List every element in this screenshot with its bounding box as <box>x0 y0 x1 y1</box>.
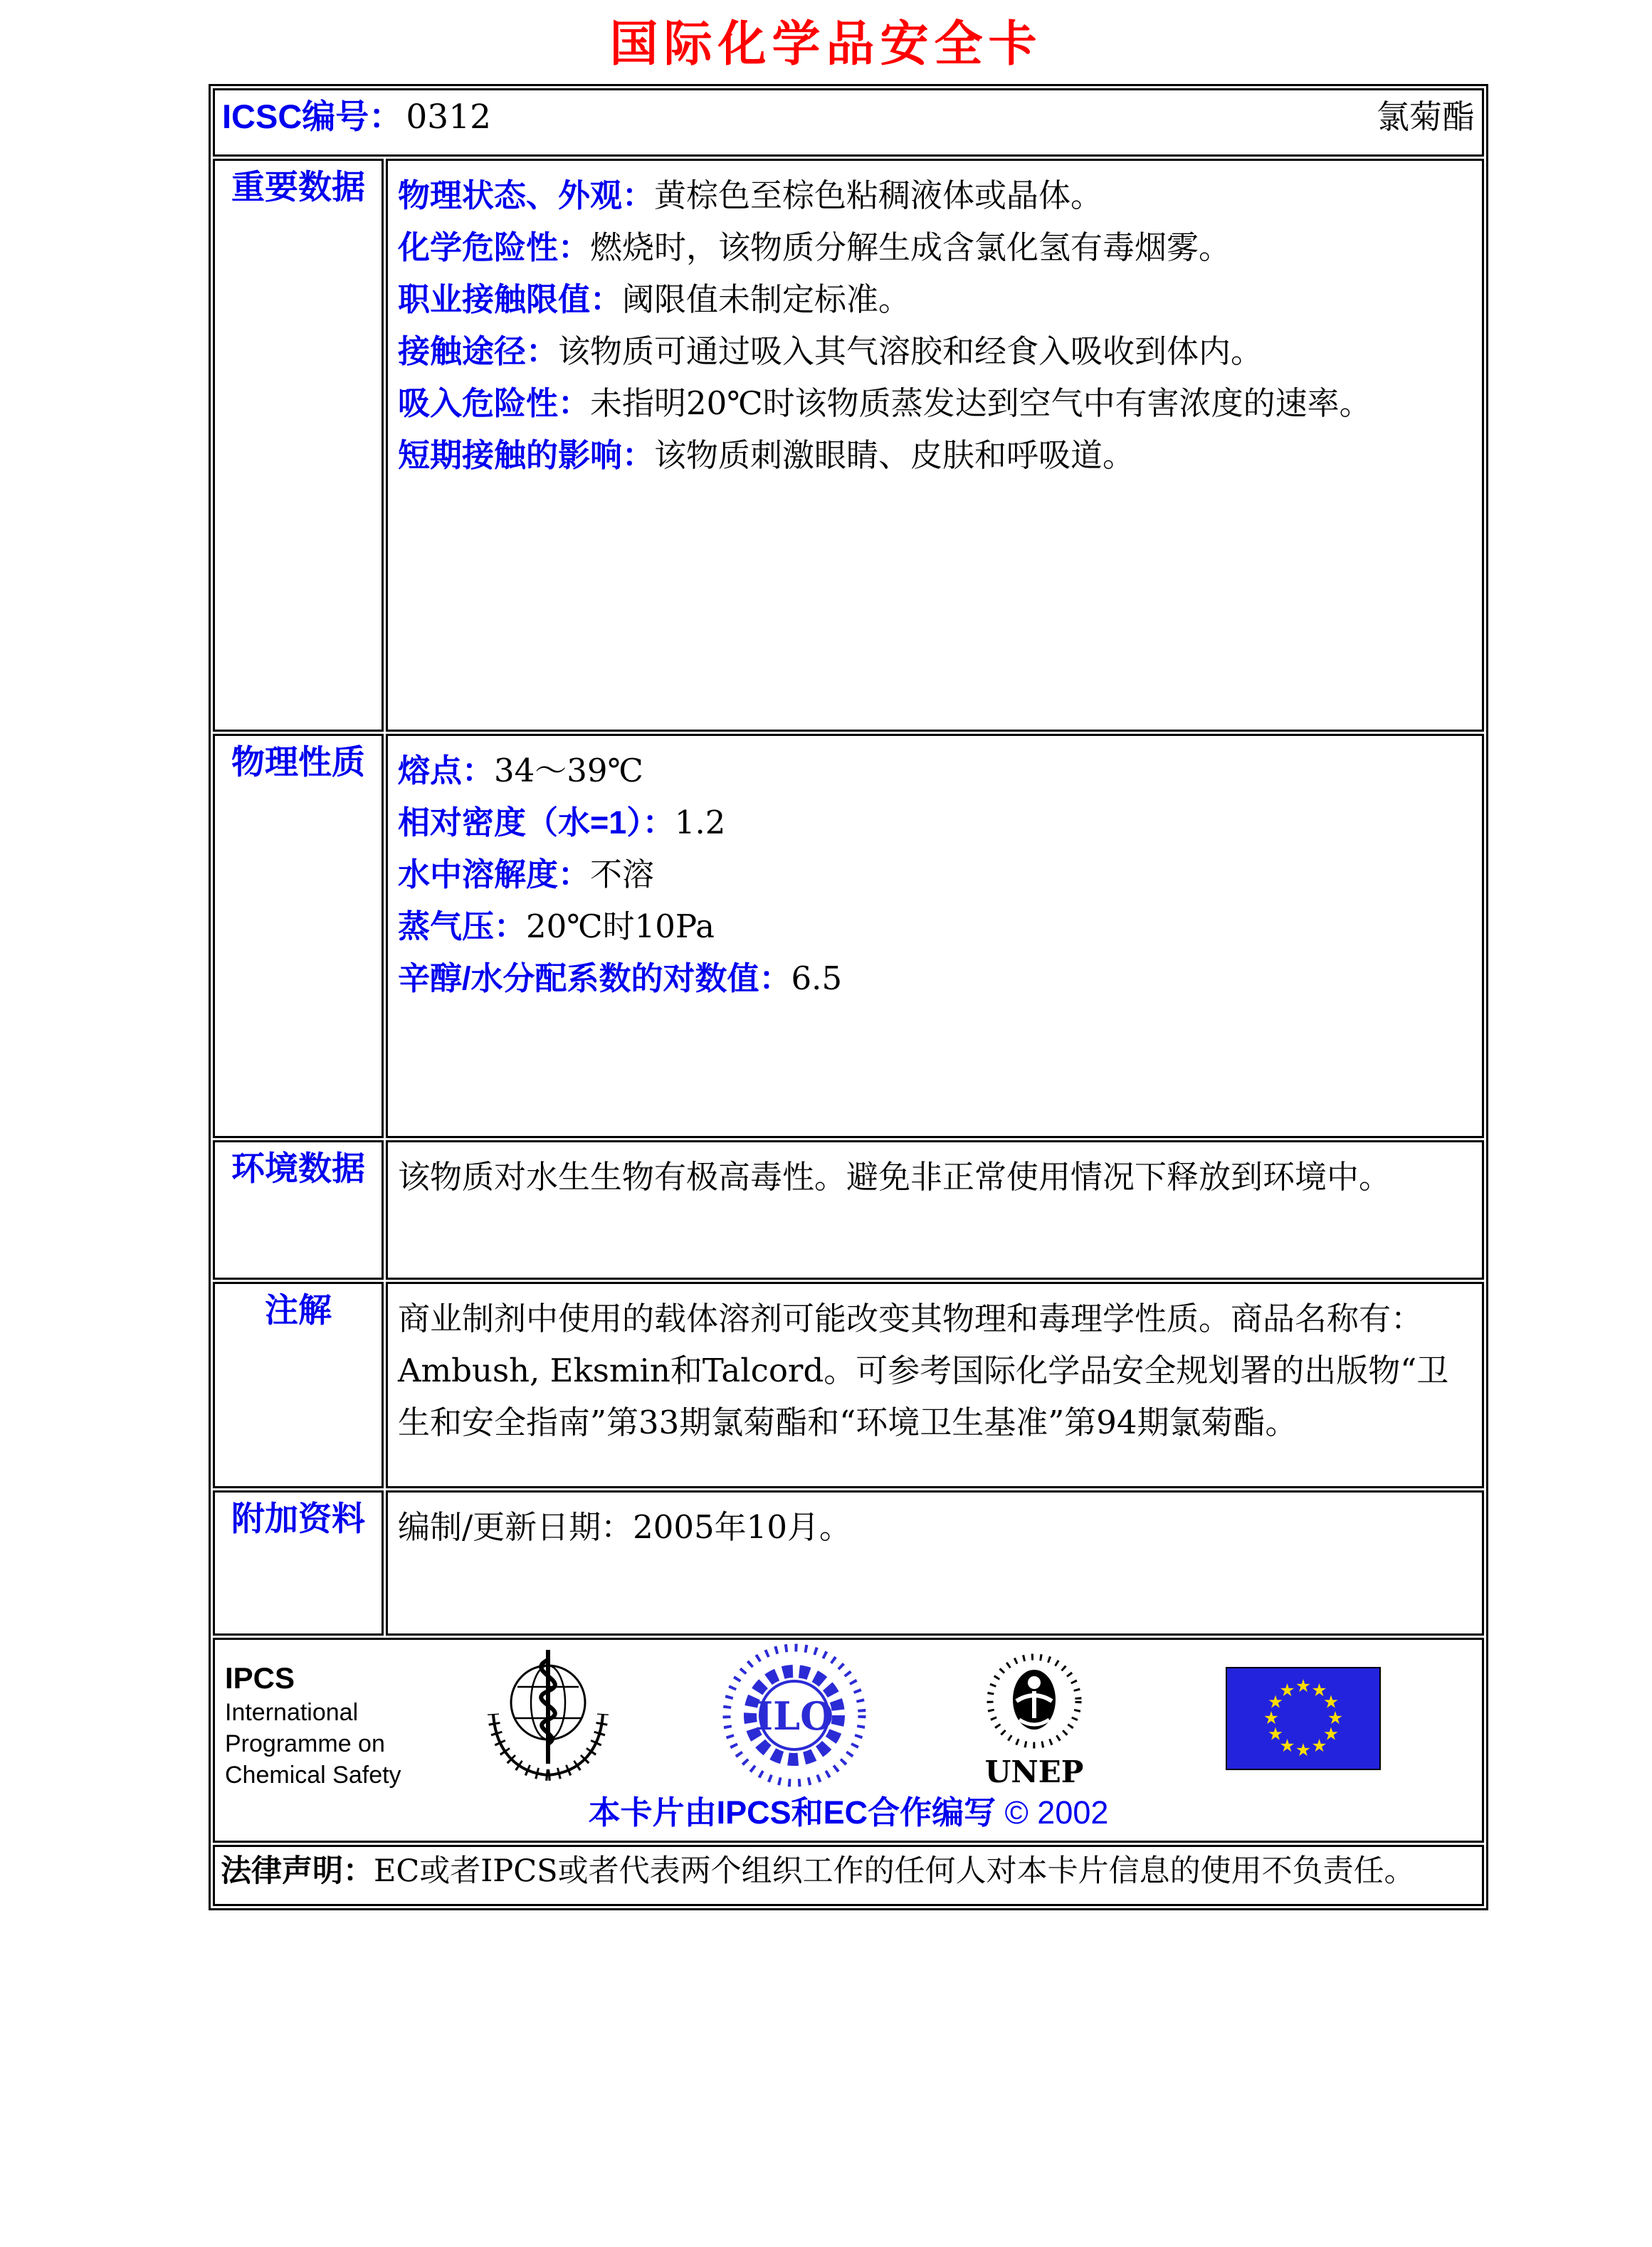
ipcs-title: IPCS <box>225 1661 295 1695</box>
icsc-number-value: 0312 <box>406 98 492 137</box>
section-content-important-data <box>386 159 1484 732</box>
section-label-physical-properties: 物理性质 <box>213 734 384 1138</box>
eu-flag-icon <box>1226 1667 1381 1770</box>
legal-notice-label: 法律声明： <box>221 1854 374 1888</box>
ilo-logo-icon <box>722 1643 868 1789</box>
svg-text:ILO: ILO <box>754 1693 834 1739</box>
copyright-line <box>215 1786 1482 1833</box>
field-inhalation-risk: 吸入危险性：未指明20℃时该物质蒸发达到空气中有害浓度的速率。 <box>398 384 1372 422</box>
section-label-important-data: 重要数据 <box>213 159 384 732</box>
footer-row <box>213 1638 1484 1843</box>
card-header-row <box>213 88 1484 157</box>
ipcs-text-block <box>225 1660 401 1791</box>
field-water-solubility: 水中溶解度：不溶 <box>398 856 655 893</box>
legal-notice-text: EC或者IPCS或者代表两个组织工作的任何人对本卡片信息的使用不负责任。 <box>374 1853 1415 1889</box>
section-content-physical-properties <box>386 734 1484 1138</box>
icsc-number-label: ICSC编号： <box>222 98 403 135</box>
section-content-additional-info <box>386 1490 1484 1636</box>
field-short-term-effects: 短期接触的影响：该物质刺激眼睛、皮肤和呼吸道。 <box>398 436 1135 474</box>
field-relative-density: 相对密度（水=1）：1.2 <box>398 804 726 841</box>
field-physical-state: 物理状态、外观：黄棕色至棕色粘稠液体或晶体。 <box>398 177 1103 214</box>
page-title: 国际化学品安全卡 <box>609 16 1043 73</box>
copyright-text: 本卡片由IPCS和EC合作编写 <box>588 1794 996 1831</box>
legal-notice-row <box>213 1845 1484 1906</box>
notes-text: 商业制剂中使用的载体溶剂可能改变其物理和毒理学性质。商品名称有：Ambush, Eksmin和Talcord。可参考国际化学品安全规划署的出版物“卫生和安全指南”第33期氯菊酯和“环境卫生基准”第94期氯菊酯。 <box>398 1300 1449 1441</box>
safety-card-table <box>209 84 1488 1910</box>
unep-logo-icon <box>974 1650 1095 1789</box>
field-exposure-routes: 接触途径：该物质可通过吸入其气溶胶和经食入吸收到体内。 <box>398 332 1263 370</box>
section-content-notes <box>386 1282 1484 1488</box>
svg-text:UNEP: UNEP <box>984 1754 1084 1789</box>
environmental-data-text: 该物质对水生生物有极高毒性。避免非正常使用情况下释放到环境中。 <box>398 1158 1391 1196</box>
chemical-name: 氯菊酯 <box>1377 97 1475 136</box>
additional-info-text: 编制/更新日期：2005年10月。 <box>398 1508 851 1546</box>
section-content-environmental-data <box>386 1140 1484 1280</box>
field-octanol-water-partition: 辛醇/水分配系数的对数值：6.5 <box>398 959 843 997</box>
ipcs-subtitle-line3: Chemical Safety <box>225 1762 401 1789</box>
section-label-environmental-data: 环境数据 <box>213 1140 384 1280</box>
field-occupational-limit: 职业接触限值：阈限值未制定标准。 <box>398 280 911 318</box>
field-vapor-pressure: 蒸气压：20℃时10Pa <box>398 907 715 945</box>
ipcs-subtitle-line1: International <box>225 1699 359 1726</box>
field-chemical-danger: 化学危险性：燃烧时，该物质分解生成含氯化氢有毒烟雾。 <box>398 228 1231 266</box>
copyright-year: © 2002 <box>1004 1794 1109 1831</box>
section-label-notes: 注解 <box>213 1282 384 1488</box>
field-melting-point: 熔点：34～39℃ <box>398 752 643 789</box>
icsc-number-group <box>222 90 491 138</box>
who-logo-icon <box>477 1644 619 1786</box>
ipcs-subtitle-line2: Programme on <box>225 1730 385 1757</box>
section-label-additional-info: 附加资料 <box>213 1490 384 1636</box>
